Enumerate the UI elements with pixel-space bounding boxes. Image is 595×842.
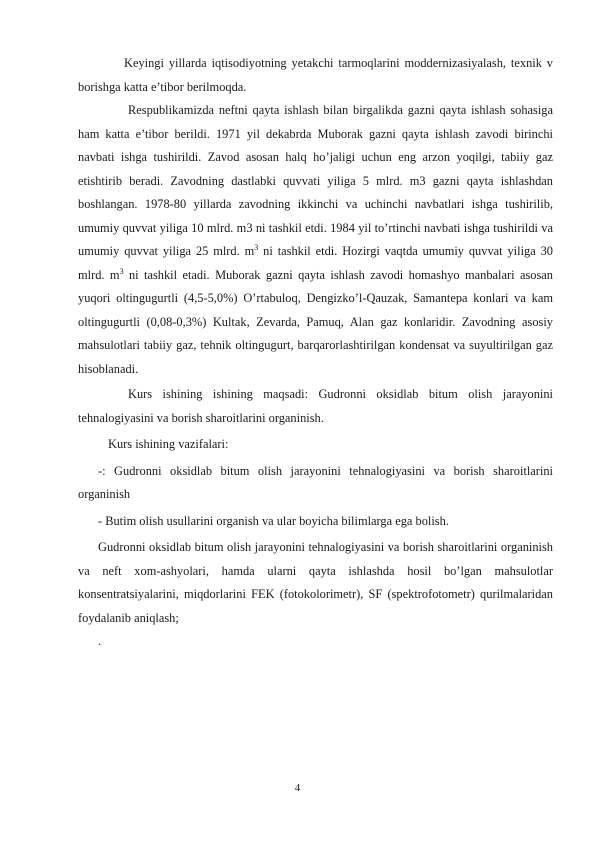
history-paragraph xyxy=(78,99,553,381)
page-number: 4 xyxy=(294,782,301,794)
history-text-part-1: Respublikamizda neftni qayta ishlash bilan birgalikda gazni qayta ishlash sohasiga ham katta e’tibor berildi. 1971 yil dekabrda Muborak gazni qayta ishlash zavodi birinchi navbati ishga tushirildi. Zavod asosan halq ho’jaligi uchun eng arzon yoqilgi, tabiiy gaz etishtirib beradi. Zavodning dastlabki quvvati yiliga 5 mlrd. m3 gazni qayta ishlashdan boshlangan. 1978-80 yillarda zavodning ikkinchi va uchinchi navbatlari ishga tushirilib, umumiy quvvat yiliga 10 mlrd. m3 ni tashkil etdi. 1984 yil to’rtinchi navbati ishga tushirildi va umumiy quvvat yiliga 25 mlrd. m xyxy=(78,103,553,258)
tasks-heading: Kurs ishining vazifalari: xyxy=(108,437,229,451)
superscript-cubic: 3 xyxy=(119,266,124,276)
history-text-part-3: ni tashkil etadi. Muborak gazni qayta ishlash zavodi homashyo manbalari asosan yuqori oltingugurtli (4,5-5,0%) O’rtabuloq, Dengizko’l-Qauzak, Samantepa konlari va kam oltingugurtli (0,08-0,3%) Kultak, Zevarda, Pamuq, Alan gaz konlaridir. Zavodning asosiy mahsulotlari tabiiy gaz, tehnik oltingugurt, barqarorlashtirilgan kondensat va suyultirilgan gaz hisoblanadi. xyxy=(78,267,553,376)
history-text-part-2: ni tashkil etdi. Hozirgi vaqtda umumiy quvvat yiliga 30 mlrd. m xyxy=(78,244,553,282)
trailing-mark: . xyxy=(98,634,102,648)
aim-paragraph: Kurs ishining ishining maqsadi: Gudronni oksidlab bitum olish jarayonini tehnalogiyasini va borish sharoitlarini organinish. xyxy=(78,387,553,425)
task-item-1: -: Gudronni oksidlab bitum olish jarayonini tehnalogiyasini va borish sharoitlarini organinish xyxy=(78,463,553,501)
superscript-cubic: 3 xyxy=(254,243,259,252)
page-body xyxy=(78,52,553,654)
task-item-2: - Butim olish usullarini organish va ular boyicha bilimlarga ega bolish. xyxy=(98,513,449,528)
intro-paragraph: Keyingi yillarda iqtisodiyotning yetakchi tarmoqlarini moddernizasiyalash, texnik v borishga katta e’tibor berilmoqda. xyxy=(78,56,553,94)
closing-paragraph: Gudronni oksidlab bitum olish jarayonini tehnalogiyasini va borish sharoitlarini organinish va neft xom-ashyolari, hamda ularni qayta ishlashda hosil bo’lgan mahsulotlar konsentratsiyalarini, miqdorlarini FEK (fotokolorimetr), SF (spektrofotometr) qurilmalaridan foydalanib aniqlash; xyxy=(78,540,553,625)
